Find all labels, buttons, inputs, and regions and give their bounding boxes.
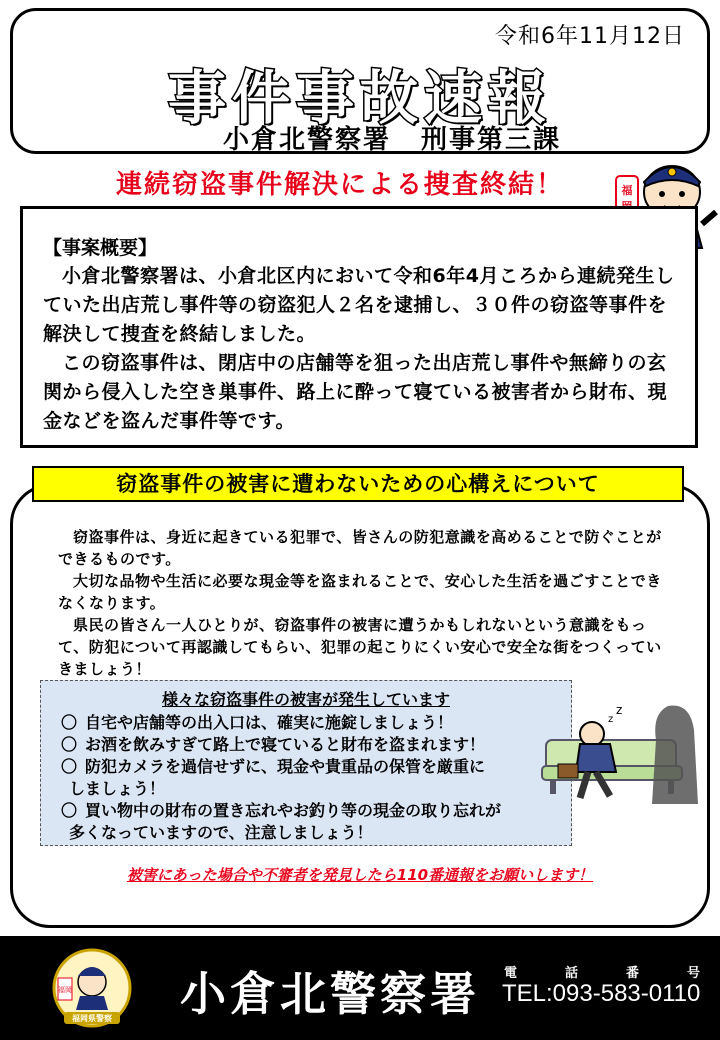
bullet-icon: 〇 [61, 735, 78, 754]
telephone-number[interactable]: TEL:093-583-0110 [502, 980, 701, 1007]
tel-label-char: 号 [686, 966, 700, 981]
sleeping-man-illustration [540, 700, 700, 804]
footer [0, 936, 720, 1040]
bullet-icon: 〇 [61, 801, 78, 820]
tel-label-char: 話 [564, 966, 578, 981]
summary-paragraph: この窃盗事件は、閉店中の店舗等を狙った出店荒し事件や無締りの玄関から侵入した空き巣事件、路上に酔って寝ている被害者から財布、現金などを盗んだ事件等です。 [43, 352, 668, 432]
office-name: 小倉北警察署 [223, 125, 392, 155]
badge-text: 福岡県警察 [72, 1014, 112, 1023]
summary-heading: 【事案概要】 [43, 237, 158, 259]
report-date: 令和6年11月12日 [495, 24, 685, 49]
office-line [223, 119, 561, 156]
tips-paragraph: 県民の皆さん一人ひとりが、窃盗事件の被害に遭うかもしれないという意識をもって、防犯について再認識してもらい、犯罪の起こりにくい安心で安全な街をつくっていきましょう！ [58, 616, 662, 678]
case-text-continued: しましょう！ [69, 779, 166, 798]
tips-text [58, 526, 668, 680]
case-text-continued: 多くなっていますので、注意しましょう！ [69, 823, 373, 842]
page-title: 事件事故速報 [167, 64, 552, 132]
case-text: 防犯カメラを過信せずに、現金や貴重品の保管を厳重に [85, 757, 486, 776]
svg-text:z: z [616, 703, 623, 717]
tips-banner: 窃盗事件の被害に遭わないための心構えについて [32, 466, 684, 502]
case-item [51, 756, 561, 800]
header-box [10, 8, 710, 154]
cases-title: 様々な窃盗事件の被害が発生しています [161, 690, 450, 709]
case-text: お酒を飲みすぎて路上で寝ていると財布を盗まれます！ [85, 735, 486, 754]
tel-label-char: 電 [504, 966, 518, 981]
tips-paragraph: 窃盗事件は、身近に起きている犯罪で、皆さんの防犯意識を高めることで防ぐことができるものです。 [58, 528, 662, 568]
footer-office-name: 小倉北警察署 [180, 967, 480, 1021]
bullet-icon: 〇 [61, 713, 78, 732]
headline: 連続窃盗事件解決による捜査終結！ [115, 170, 564, 200]
bullet-icon: 〇 [61, 757, 78, 776]
badge-tag: 福岡 [58, 986, 72, 994]
case-text: 買い物中の財布の置き忘れやお釣り等の現金の取り忘れが [85, 801, 502, 820]
case-item [51, 712, 561, 734]
cases-box [40, 680, 572, 846]
case-item [51, 734, 561, 756]
svg-text:z: z [608, 714, 614, 725]
summary-text [43, 262, 675, 436]
tel-label [504, 962, 700, 981]
tips-paragraph: 大切な品物や生活に必要な現金等を盗まれることで、安心した生活を過ごすことできなくなります。 [58, 572, 662, 612]
tel-label-char: 番 [625, 966, 639, 981]
case-summary-box [20, 206, 698, 448]
case-item [51, 800, 561, 844]
summary-paragraph: 小倉北警察署は、小倉北区内において令和6年4月ころから連続発生していた出店荒し事件等の窃盗犯人２名を逮捕し、３０件の窃盗等事件を解決して捜査を終結しました。 [43, 265, 675, 345]
emergency-call-note: 被害にあった場合や不審者を発見したら110番通報をお願いします！ [126, 866, 594, 884]
mascot-tag-top: 福 [621, 184, 633, 197]
case-text: 自宅や店舗等の出入口は、確実に施錠しましょう！ [85, 713, 454, 732]
department-name: 刑事第三課 [421, 125, 562, 155]
police-badge-logo [52, 948, 132, 1028]
